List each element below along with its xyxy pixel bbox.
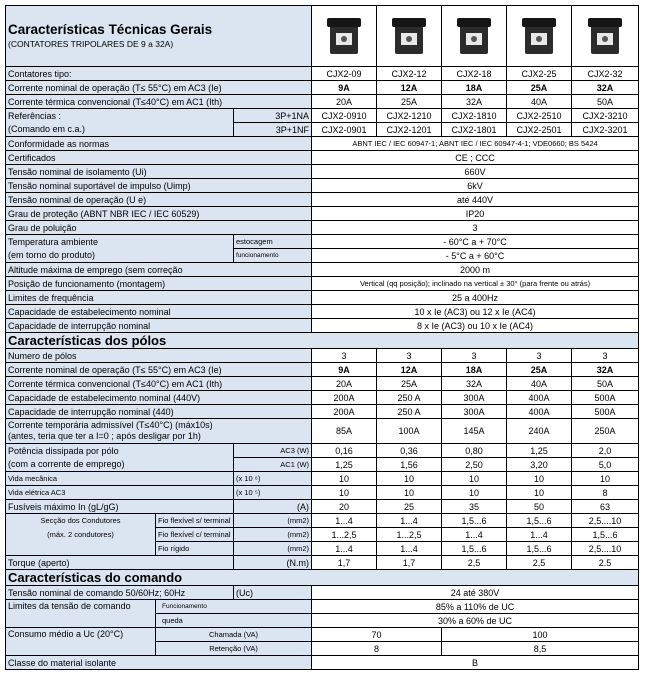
section-command	[6, 570, 639, 586]
row-power-ac1: (com a corrente de emprego) AC1 (W) 1,25 1,56 2,50 3,20 5,0	[6, 458, 639, 472]
row-making: Capacidade de estabelecimento nominal 10 x Ie (AC3) ou 12 x Ie (AC4)	[6, 305, 639, 319]
product-image-cjx2-18	[442, 6, 507, 67]
row-ui: Tensão nominal de isolamento (Ui) 660V	[6, 165, 639, 179]
page-subtitle: (CONTATORES TRIPOLARES DE 9 a 32A)	[8, 39, 174, 49]
row-poles-breaking: Capacidade de interrupção nominal (440) 200A 250 A 300A 400A 500A	[6, 405, 639, 419]
row-poles-ith: Corrente térmica convencional (T≤40°C) em AC1 (Ith) 20A 25A 32A 40A 50A	[6, 377, 639, 391]
section-poles	[6, 333, 639, 349]
row-breaking: Capacidade de interrupção nominal 8 x Ie (AC3) ou 10 x Ie (AC4)	[6, 319, 639, 333]
row-temp-oper: (em torno do produto) funcionamento - 5°C a + 60°C	[6, 249, 639, 263]
row-ie: Corrente nominal de operação (T≤ 55°C) em AC3 (Ie) 9A 12A 18A 25A 32A	[6, 81, 639, 95]
row-types: Contatores tipo: CJX2-09 CJX2-12 CJX2-18 CJX2-25 CJX2-32	[6, 67, 639, 81]
row-section-flex-with: Fio flexível c/ terminal (mm2) 1...2,5 1...2,5 1...4 1...4 1,5...6	[6, 528, 639, 542]
row-elec-life: Vida elétrica AC3 (x 10 ⁵) 10 10 10 10 8	[6, 486, 639, 500]
row-limits-drop: queda 30% a 60% de UC	[6, 614, 639, 628]
row-uimp: Tensão nominal suportável de impulso (Uimp) 6kV	[6, 179, 639, 193]
row-ip: Grau de proteção (ABNT NBR IEC / IEC 60529) IP20	[6, 207, 639, 221]
row-consumption-hold: Retenção (VA) 8 8,5	[6, 642, 639, 656]
row-ref-nf: (Comando em c.a.) 3P+1NF CJX2-0901 CJX2-1201 CJX2-1801 CJX2-2501 CJX2-3201	[6, 123, 639, 137]
row-consumption-call: Consumo médio a Uc (20°C) Chamada (VA) 70 100	[6, 628, 639, 642]
product-image-cjx2-32	[572, 6, 639, 67]
row-frequency: Limites de frequência 25 a 400Hz	[6, 291, 639, 305]
row-temporary-current: Corrente temporária admissível (T≤40°C) (máx10s) (antes, teria que ter a I=0 ; após desligar por 1h) 85A 100A 145A 240A 250A	[6, 419, 639, 444]
row-ue: Tensão nominal de operação (U e) até 440V	[6, 193, 639, 207]
row-class: Classe do material isolante B	[6, 656, 639, 670]
row-norms: Conformidade as normas ABNT IEC / IEC 60947-1; ABNT IEC / IEC 60947-4-1; VDE0660; BS 5424	[6, 137, 639, 151]
product-image-cjx2-09	[312, 6, 377, 67]
row-ith: Corrente térmica convencional (T≤40°C) em AC1 (Ith) 20A 25A 32A 40A 50A	[6, 95, 639, 109]
row-uc: Tensão nominal de comando 50/60Hz; 60Hz (Uc) 24 até 380V	[6, 586, 639, 600]
row-poles-ie: Corrente nominal de operação (T≤ 55°C) em AC3 (Ie) 9A 12A 18A 25A 32A	[6, 363, 639, 377]
row-power-ac3: Potência dissipada por pólo AC3 (W) 0,16 0,36 0,80 1,25 2,0	[6, 444, 639, 458]
row-altitude: Altitude máxima de emprego (sem correção 2000 m	[6, 263, 639, 277]
row-fuse: Fusíveis máximo In (gL/gG) (A) 20 25 35 50 63	[6, 500, 639, 514]
section-title-command: Características do comando	[6, 570, 639, 586]
section-title-poles: Características dos pólos	[6, 333, 639, 349]
row-section-rigid: Fio rígido (mm2) 1...4 1...4 1,5...6 1,5...6 2,5....10	[6, 542, 639, 556]
row-cert: Certificados CE ; CCC	[6, 151, 639, 165]
row-limits-oper: Limites da tensão de comando Funcionamento 85% a 110% de UC	[6, 600, 639, 614]
row-poles-making: Capacidade de estabelecimento nominal (440V) 200A 250 A 300A 400A 500A	[6, 391, 639, 405]
row-mech-life: Vida mecânica (x 10 ⁶) 10 10 10 10 10	[6, 472, 639, 486]
row-ref-na: Referências : 3P+1NA CJX2-0910 CJX2-1210 CJX2-1810 CJX2-2510 CJX2-3210	[6, 109, 639, 123]
product-image-cjx2-25	[507, 6, 572, 67]
header-cell	[6, 6, 312, 67]
row-section-flex-no: Secção dos Condutores (máx. 2 condutores) Fio flexível s/ terminal (mm2) 1...4 1...4 1,5...6 1,5...6 2,5....10	[6, 514, 639, 528]
spec-table	[5, 5, 639, 670]
row-temp-storage: Temperatura ambiente estocagem - 60°C a + 70°C	[6, 235, 639, 249]
product-image-cjx2-12	[377, 6, 442, 67]
row-torque: Torque (aperto) (N.m) 1,7 1,7 2,5 2,5 2.5	[6, 556, 639, 570]
row-position: Posição de funcionamento (montagem) Vertical (qq posição); inclinado na vertical ± 30° (para frente ou atrás)	[6, 277, 639, 291]
page-title: Características Técnicas Gerais	[8, 22, 213, 37]
row-pole-count: Numero de pólos 3 3 3 3 3	[6, 349, 639, 363]
row-pollution: Grau de poluição 3	[6, 221, 639, 235]
